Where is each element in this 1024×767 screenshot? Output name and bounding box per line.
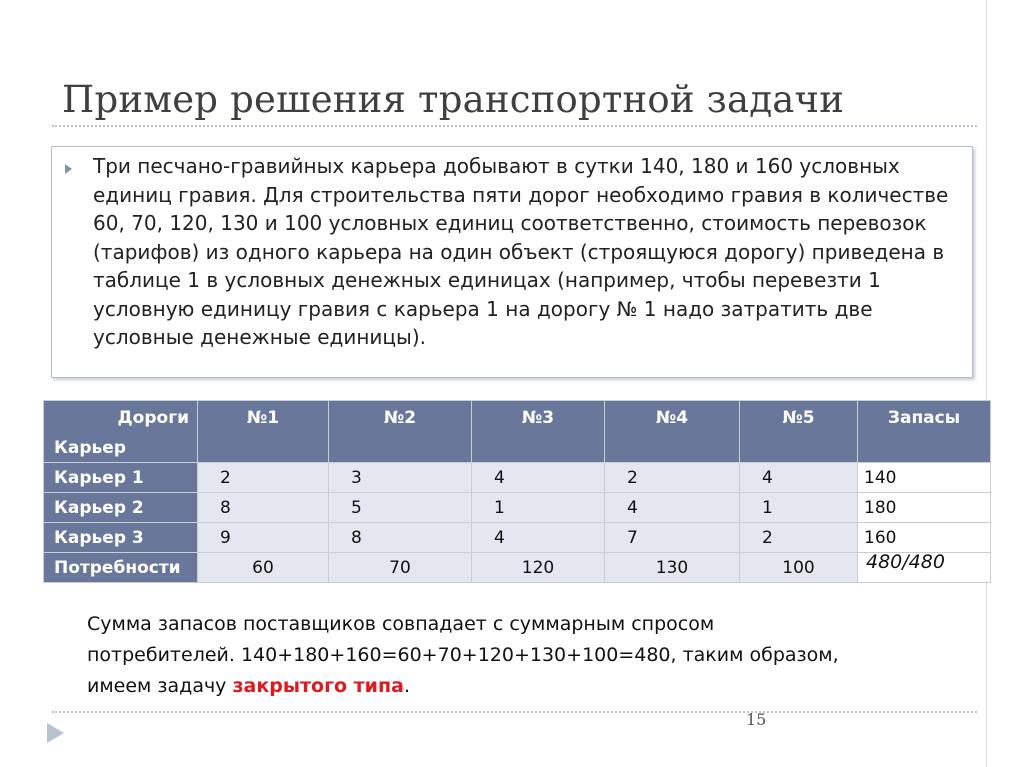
cost-cell: 2 — [198, 463, 329, 493]
title-divider — [52, 125, 977, 127]
footer-divider — [52, 711, 977, 713]
column-header-road-5: №5 — [740, 401, 858, 463]
demand-cell: 130 — [605, 553, 740, 583]
cost-cell: 7 — [605, 523, 740, 553]
summary-prefix: имеем задачу — [87, 675, 233, 697]
row-label-quarry-1: Карьер 1 — [44, 463, 198, 493]
triangle-bullet-icon — [65, 164, 72, 174]
slide-title: Пример решения транспортной задачи — [62, 78, 845, 121]
page-number: 15 — [746, 710, 767, 729]
demand-cell: 120 — [472, 553, 605, 583]
tariff-table — [43, 400, 991, 583]
problem-statement-text: Три песчано-гравийных карьера добывают в сутки 140, 180 и 160 условных единиц гравия. Для строительства пяти дорог необходимо гравия в количестве 60, 70, 120, 130 и 100 условных единиц соответственно, стоимость перевозок (тарифов) из одного карьера на один объект (строящуюся дорогу) приведена в таблице 1 в условных денежных единицах (например, чтобы перевезти 1 условную единицу гравия с карьера 1 на дорогу № 1 надо затратить две условные денежные единицы). — [93, 154, 949, 349]
cost-cell: 4 — [740, 463, 858, 493]
cost-cell: 4 — [472, 523, 605, 553]
supply-cell: 180 — [858, 493, 991, 523]
cost-cell: 9 — [198, 523, 329, 553]
column-header-road-2: №2 — [329, 401, 472, 463]
corner-cell — [44, 401, 198, 463]
cost-cell: 5 — [329, 493, 472, 523]
play-triangle-icon — [47, 723, 64, 743]
summary-line-2: потребителей. 140+180+160=60+70+120+130+100=480, таким образом, — [87, 644, 839, 666]
demand-cell: 100 — [740, 553, 858, 583]
supply-cell: 140 — [858, 463, 991, 493]
row-label-quarry-2: Карьер 2 — [44, 493, 198, 523]
cost-cell: 4 — [605, 493, 740, 523]
cost-cell: 1 — [740, 493, 858, 523]
summary-suffix: . — [403, 675, 410, 697]
demand-row — [44, 553, 991, 583]
cost-cell: 2 — [740, 523, 858, 553]
column-header-supply: Запасы — [858, 401, 991, 463]
summary-line-3 — [87, 671, 907, 702]
column-header-road-3: №3 — [472, 401, 605, 463]
table-row — [44, 493, 991, 523]
cost-cell: 8 — [198, 493, 329, 523]
column-header-road-1: №1 — [198, 401, 329, 463]
cost-cell: 1 — [472, 493, 605, 523]
supply-cell: 160 — [858, 523, 991, 553]
row-label-quarry-3: Карьер 3 — [44, 523, 198, 553]
quarry-axis-label: Карьер — [54, 438, 126, 458]
closed-type-highlight: закрытого типа — [232, 675, 404, 697]
table-row — [44, 463, 991, 493]
cost-cell: 4 — [472, 463, 605, 493]
right-edge-rule — [986, 0, 987, 767]
balance-total: 480/480 — [858, 553, 991, 583]
cost-cell: 2 — [605, 463, 740, 493]
summary-text — [87, 609, 907, 702]
column-header-road-4: №4 — [605, 401, 740, 463]
summary-line-1: Сумма запасов поставщиков совпадает с суммарным спросом — [87, 613, 715, 635]
table-row — [44, 523, 991, 553]
roads-axis-label: Дороги — [117, 408, 189, 428]
demand-cell: 60 — [198, 553, 329, 583]
problem-statement-box — [51, 146, 973, 378]
row-label-demand: Потребности — [44, 553, 198, 583]
demand-cell: 70 — [329, 553, 472, 583]
table-header-row — [44, 401, 991, 463]
cost-cell: 3 — [329, 463, 472, 493]
cost-cell: 8 — [329, 523, 472, 553]
